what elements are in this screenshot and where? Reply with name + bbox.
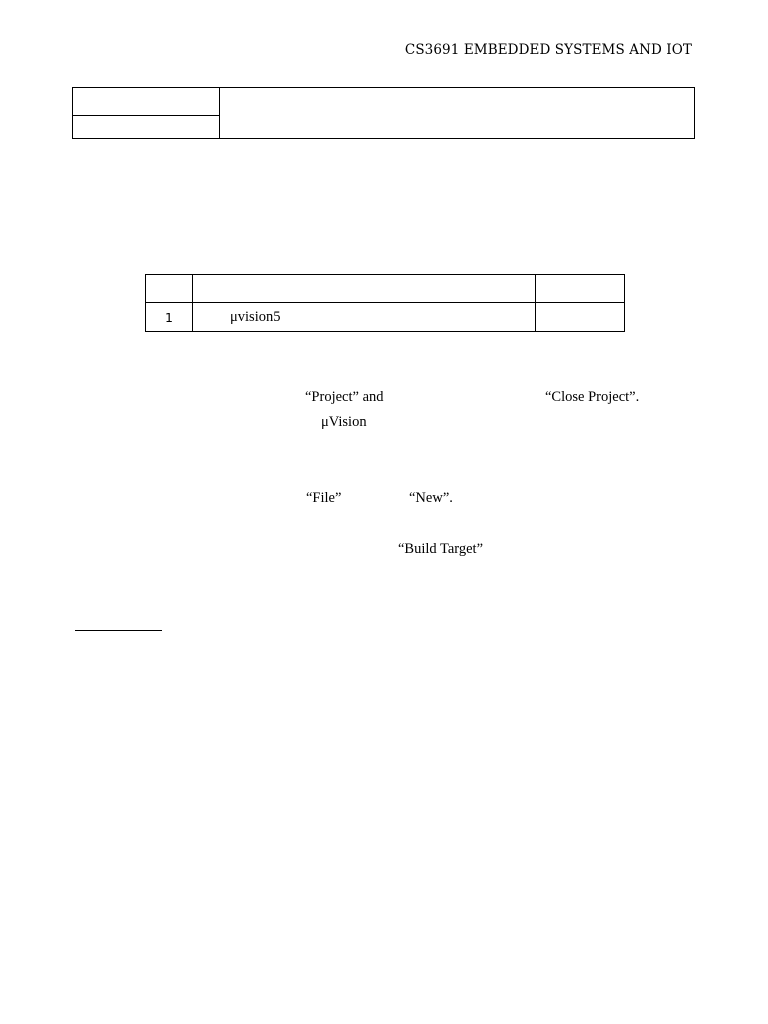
quantity-header-cell [536,275,625,303]
experiment-info-left-column [73,88,220,138]
section-heading-underline [75,630,162,631]
item-header-cell [193,275,536,303]
requirements-table-header-row [146,275,625,303]
course-title: CS3691 EMBEDDED SYSTEMS AND IOT [404,42,692,58]
row-sno: 1 [146,303,193,332]
step2-uvision-text: μVision [321,414,367,430]
sno-header-cell [146,275,193,303]
requirements-table [145,274,625,332]
step4-build-target-text: “Build Target” [398,541,484,557]
step3-file-text: “File” [306,490,342,506]
step3-new-text: “New”. [409,490,453,506]
step1-close-project-text: “Close Project”. [545,389,640,405]
experiment-info-divider [73,115,219,116]
row-item: μvision5 [193,303,536,332]
step1-project-text: “Project” and [305,389,384,405]
row-quantity [536,303,625,332]
experiment-info-box [72,87,695,139]
table-row [146,303,625,332]
